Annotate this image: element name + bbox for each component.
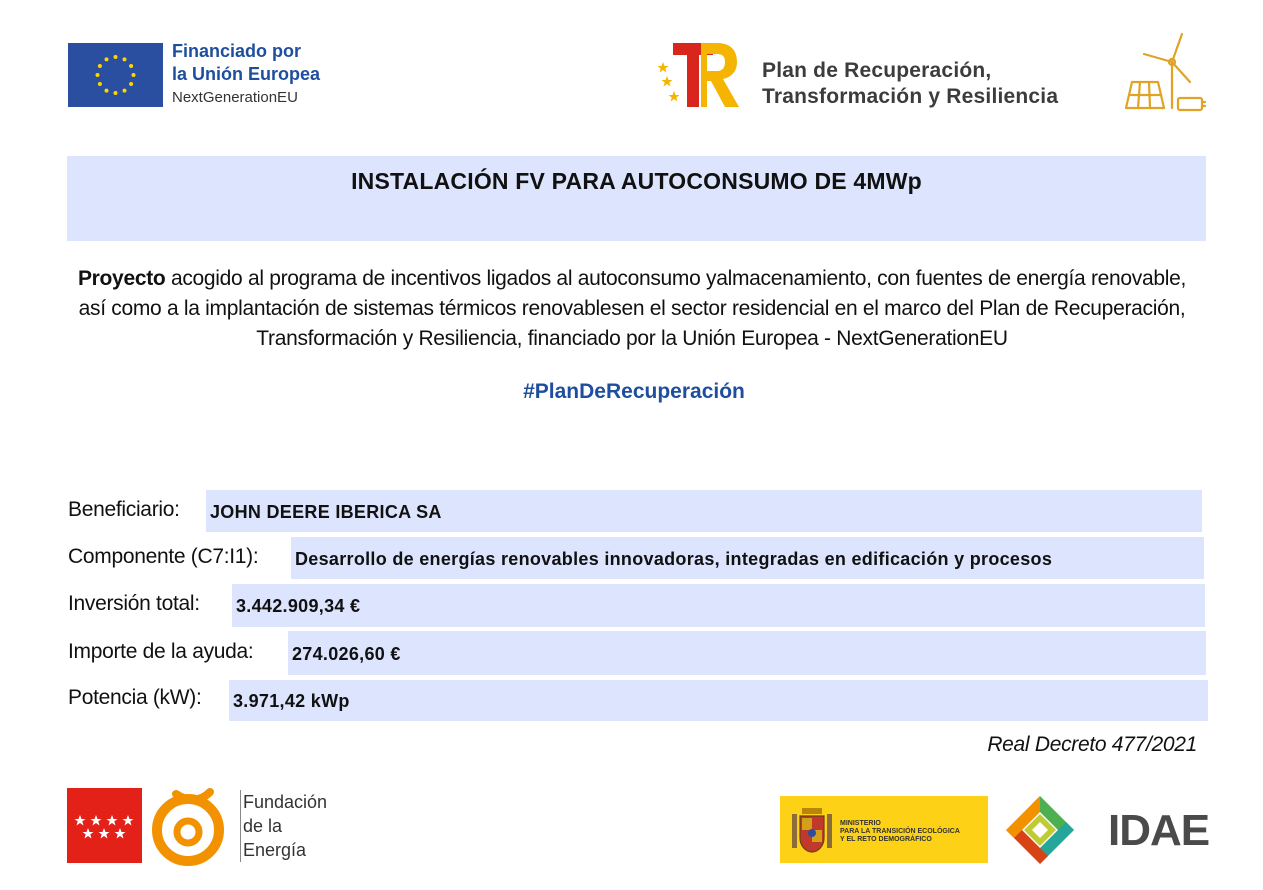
hashtag: #PlanDeRecuperación: [523, 380, 745, 403]
ministry-logo: [780, 796, 988, 863]
comunidad-madrid-flag-icon: [67, 788, 142, 863]
fundacion-line-2: de la: [243, 816, 283, 836]
inversion-value: 3.442.909,34 €: [236, 596, 361, 616]
description-lead: Proyecto: [77, 267, 166, 290]
componente-label: Componente (C7:I1):: [68, 545, 259, 568]
wind-solar-battery-icon: [1120, 30, 1210, 118]
ministry-text: [840, 820, 960, 844]
eu-line-2: la Unión Europea: [172, 64, 321, 84]
plan-line-2: Transformación y Resiliencia: [762, 85, 1059, 108]
fundacion-line-3: Energía: [243, 840, 307, 860]
potencia-label: Potencia (kW):: [68, 686, 202, 709]
fundacion-energia-icon: [148, 788, 228, 866]
idae-text: IDAE: [1108, 806, 1210, 855]
eu-funding-text: [172, 40, 320, 109]
ministry-line-3: Y EL RETO DEMOGRÁFICO: [840, 836, 932, 843]
ministry-line-2: PARA LA TRANSICIÓN ECOLÓGICA: [840, 828, 960, 835]
beneficiario-box: [206, 490, 1202, 532]
eu-line-3: NextGenerationEU: [172, 89, 298, 106]
importe-box: [288, 631, 1206, 675]
project-title: INSTALACIÓN FV PARA AUTOCONSUMO DE 4MWp: [351, 168, 922, 194]
componente-value: Desarrollo de energías renovables innovadoras, integradas en edificación y procesos: [295, 549, 1053, 569]
project-description: [64, 264, 1200, 354]
plan-line-1: Plan de Recuperación,: [762, 59, 992, 82]
title-box: [67, 156, 1206, 241]
eu-flag-icon: [68, 43, 163, 107]
eu-line-1: Financiado por: [172, 41, 302, 61]
inversion-label: Inversión total:: [68, 592, 200, 615]
componente-box: [291, 537, 1204, 579]
plan-recuperacion-text: [762, 58, 1058, 110]
importe-value: 274.026,60 €: [292, 644, 401, 664]
inversion-box: [232, 584, 1205, 627]
fundacion-line-1: Fundación: [243, 792, 328, 812]
beneficiario-value: JOHN DEERE IBERICA SA: [210, 502, 442, 522]
idae-logo-icon: [1006, 796, 1102, 864]
spain-coat-of-arms-icon: [790, 804, 834, 856]
potencia-value: 3.971,42 kWp: [233, 691, 350, 711]
decree-reference: Real Decreto 477/2021: [987, 733, 1197, 756]
description-text: acogido al programa de incentivos ligados al autoconsumo yalmacenamiento, con fuentes de energía renovable, así como a la implantación de sistemas térmicos renovablesen el sector residencial en el marco del Plan de Recuperación, Transformación y Resiliencia, financiado por la Unión Europea - NextGenerationEU: [78, 267, 1187, 350]
importe-label: Importe de la ayuda:: [68, 640, 254, 663]
potencia-box: [229, 680, 1208, 721]
tr-logo-icon: [657, 40, 741, 110]
fundacion-energia-text: [240, 790, 327, 862]
beneficiario-label: Beneficiario:: [68, 498, 180, 521]
ministry-line-1: MINISTERIO: [840, 820, 881, 827]
